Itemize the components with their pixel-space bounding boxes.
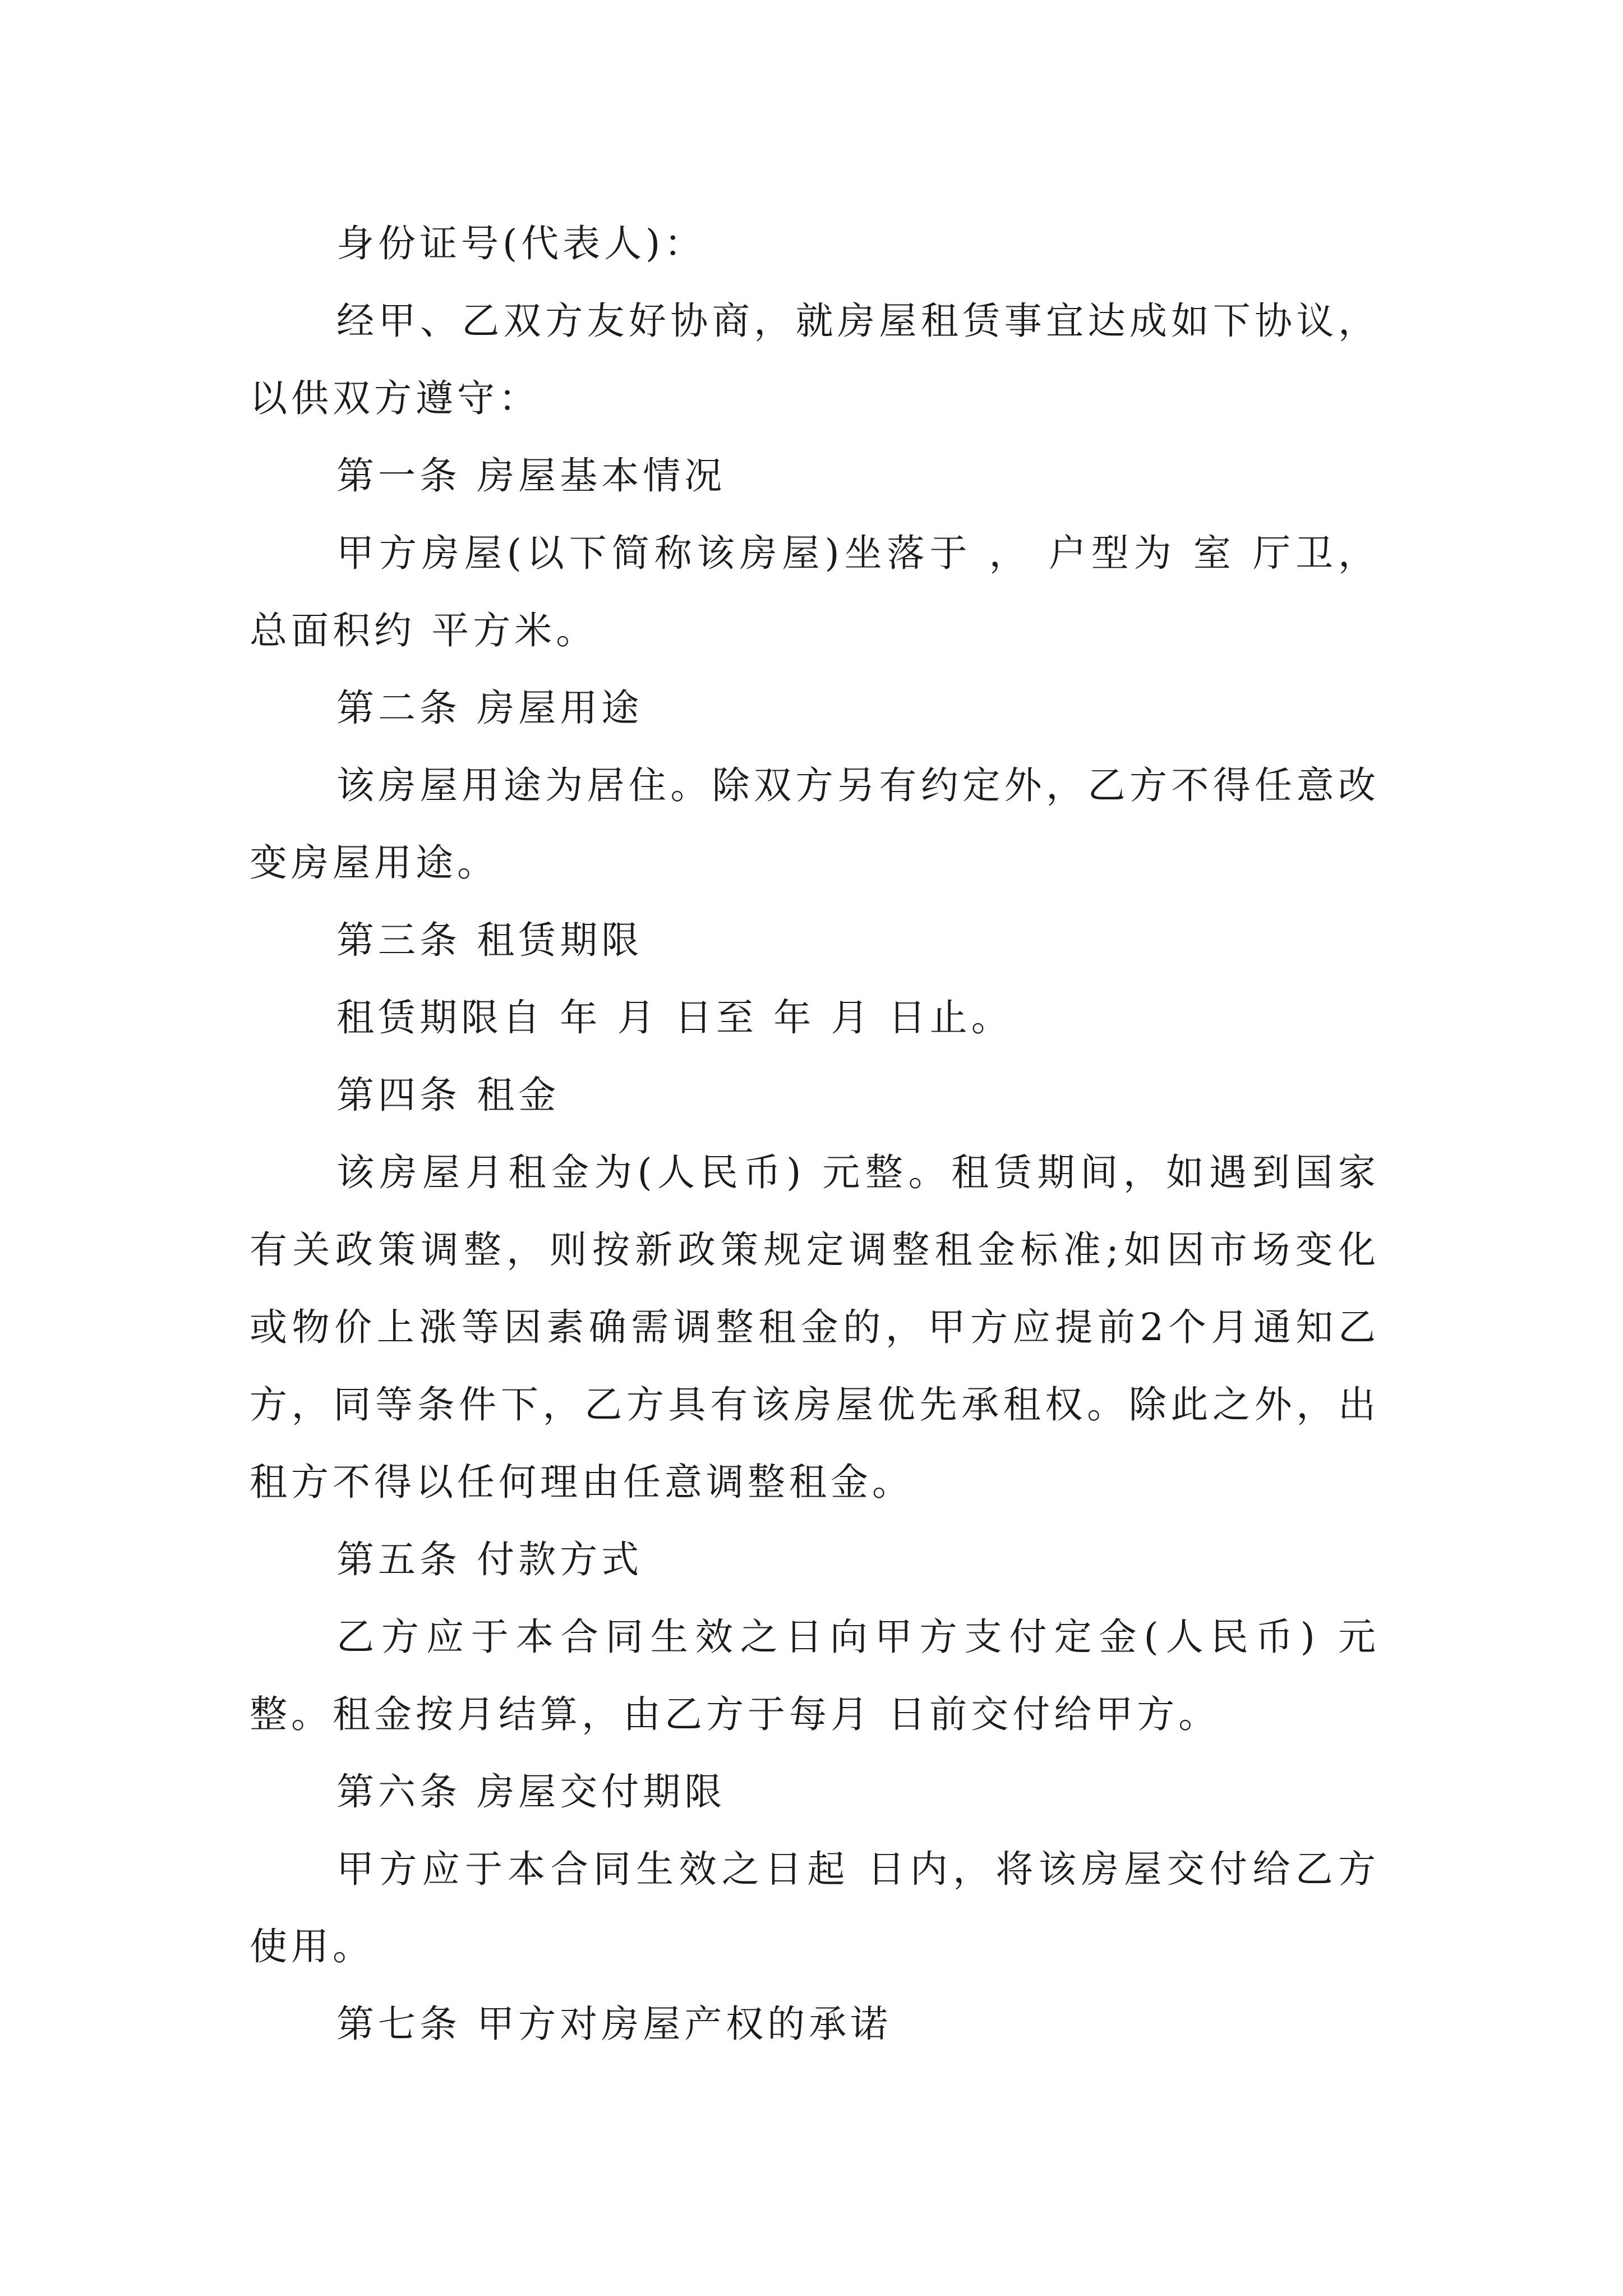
article-3-body: 租赁期限自 年 月 日至 年 月 日止。 xyxy=(336,996,1013,1039)
article-7-heading: 第七条 甲方对房屋产权的承诺 xyxy=(336,2002,892,2046)
document-body xyxy=(250,205,1380,2063)
article-1-body: 甲方房屋(以下简称该房屋)坐落于 ， 户型为 室 厅卫，总面积约 平方米。 xyxy=(250,531,1380,652)
article-1-heading: 第一条 房屋基本情况 xyxy=(336,454,726,498)
article-5-body: 乙方应于本合同生效之日向甲方支付定金(人民币) 元整。租金按月结算，由乙方于每月 日前交付给甲方。 xyxy=(250,1615,1380,1736)
article-5-heading: 第五条 付款方式 xyxy=(336,1538,643,1581)
article-2-body: 该房屋用途为居住。除双方另有约定外，乙方不得任意改变房屋用途。 xyxy=(250,763,1380,885)
agreement-intro-paragraph: 经甲、乙双方友好协商，就房屋租赁事宜达成如下协议，以供双方遵守： xyxy=(250,299,1380,420)
article-3-heading: 第三条 租赁期限 xyxy=(336,918,643,962)
article-4-heading: 第四条 租金 xyxy=(336,1073,560,1117)
article-4-body: 该房屋月租金为(人民币) 元整。租赁期间，如遇到国家有关政策调整，则按新政策规定调整租金标准;如因市场变化或物价上涨等因素确需调整租金的，甲方应提前2个月通知乙方，同等条件下，乙方具有该房屋优先承租权。除此之外，出租方不得以任何理由任意调整租金。 xyxy=(250,1151,1380,1504)
article-6-heading: 第六条 房屋交付期限 xyxy=(336,1770,726,1814)
article-6-body: 甲方应于本合同生效之日起 日内，将该房屋交付给乙方使用。 xyxy=(250,1847,1380,1968)
id-number-line: 身份证号(代表人)： xyxy=(336,222,706,265)
article-2-heading: 第二条 房屋用途 xyxy=(336,686,643,730)
